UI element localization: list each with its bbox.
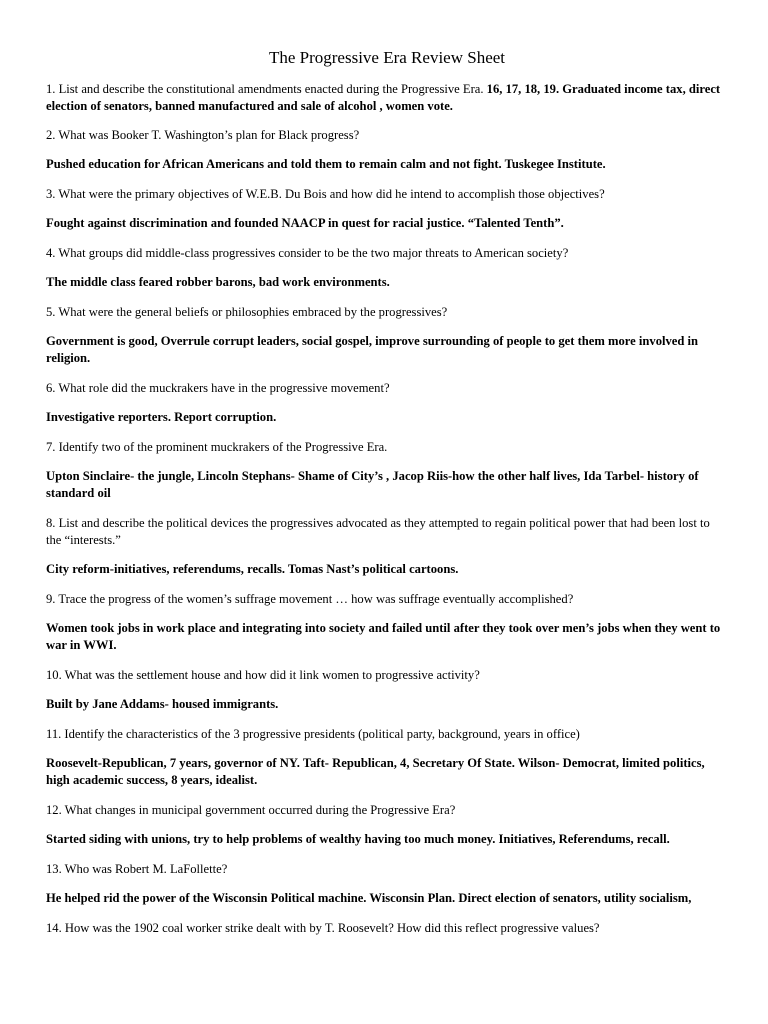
answer-7: Upton Sinclaire- the jungle, Lincoln Stephans- Shame of City’s , Jacop Riis-how the other half lives, Ida Tarbel- history of standard oil bbox=[46, 469, 699, 500]
question-8: 8. List and describe the political devices the progressives advocated as they attempted to regain political power that had been lost to the “interests.” bbox=[46, 516, 710, 547]
question-3: 3. What were the primary objectives of W.E.B. Du Bois and how did he intend to accomplish those objectives? bbox=[46, 187, 605, 201]
question-5: 5. What were the general beliefs or philosophies embraced by the progressives? bbox=[46, 305, 448, 319]
question-6: 6. What role did the muckrakers have in the progressive movement? bbox=[46, 381, 390, 395]
answer-13: He helped rid the power of the Wisconsin Political machine. Wisconsin Plan. Direct election of senators, utility socialism, bbox=[46, 891, 692, 905]
answer-11: Roosevelt-Republican, 7 years, governor of NY. Taft- Republican, 4, Secretary Of State. Wilson- Democrat, limited politics, high academic success, 8 years, idealist. bbox=[46, 756, 705, 787]
answer-6: Investigative reporters. Report corruption. bbox=[46, 410, 277, 424]
answer-10: Built by Jane Addams- housed immigrants. bbox=[46, 697, 279, 711]
question-10: 10. What was the settlement house and how did it link women to progressive activity? bbox=[46, 668, 480, 682]
question-9: 9. Trace the progress of the women’s suffrage movement … how was suffrage eventually accomplished? bbox=[46, 592, 574, 606]
question-12: 12. What changes in municipal government occurred during the Progressive Era? bbox=[46, 803, 456, 817]
answer-9: Women took jobs in work place and integrating into society and failed until after they took over men’s jobs when they went to war in WWI. bbox=[46, 621, 721, 652]
answer-8: City reform-initiatives, referendums, recalls. Tomas Nast’s political cartoons. bbox=[46, 562, 459, 576]
question-1 bbox=[46, 81, 728, 115]
answer-2: Pushed education for African Americans and told them to remain calm and not fight. Tuskegee Institute. bbox=[46, 157, 606, 171]
answer-5: Government is good, Overrule corrupt leaders, social gospel, improve surrounding of people to get them more involved in religion. bbox=[46, 334, 699, 365]
page-title: The Progressive Era Review Sheet bbox=[268, 48, 506, 67]
question-2: 2. What was Booker T. Washington’s plan for Black progress? bbox=[46, 128, 360, 142]
answer-4: The middle class feared robber barons, bad work environments. bbox=[46, 275, 390, 289]
answer-3: Fought against discrimination and founded NAACP in quest for racial justice. “Talented Tenth”. bbox=[46, 216, 564, 230]
answer-1-inline: 16, 17, 18, 19. Graduated income tax, direct election of senators, banned manufactured and sale of alcohol , women vote. bbox=[46, 82, 721, 113]
question-text: 1. List and describe the constitutional amendments enacted during the Progressive Era. bbox=[46, 82, 484, 96]
question-14: 14. How was the 1902 coal worker strike dealt with by T. Roosevelt? How did this reflect progressive values? bbox=[46, 921, 600, 935]
question-list bbox=[46, 81, 728, 937]
question-13: 13. Who was Robert M. LaFollette? bbox=[46, 862, 228, 876]
question-7: 7. Identify two of the prominent muckrakers of the Progressive Era. bbox=[46, 440, 388, 454]
question-11: 11. Identify the characteristics of the 3 progressive presidents (political party, background, years in office) bbox=[46, 727, 580, 741]
question-4: 4. What groups did middle-class progressives consider to be the two major threats to American society? bbox=[46, 246, 569, 260]
answer-12: Started siding with unions, try to help problems of wealthy having too much money. Initiatives, Referendums, recall. bbox=[46, 832, 670, 846]
